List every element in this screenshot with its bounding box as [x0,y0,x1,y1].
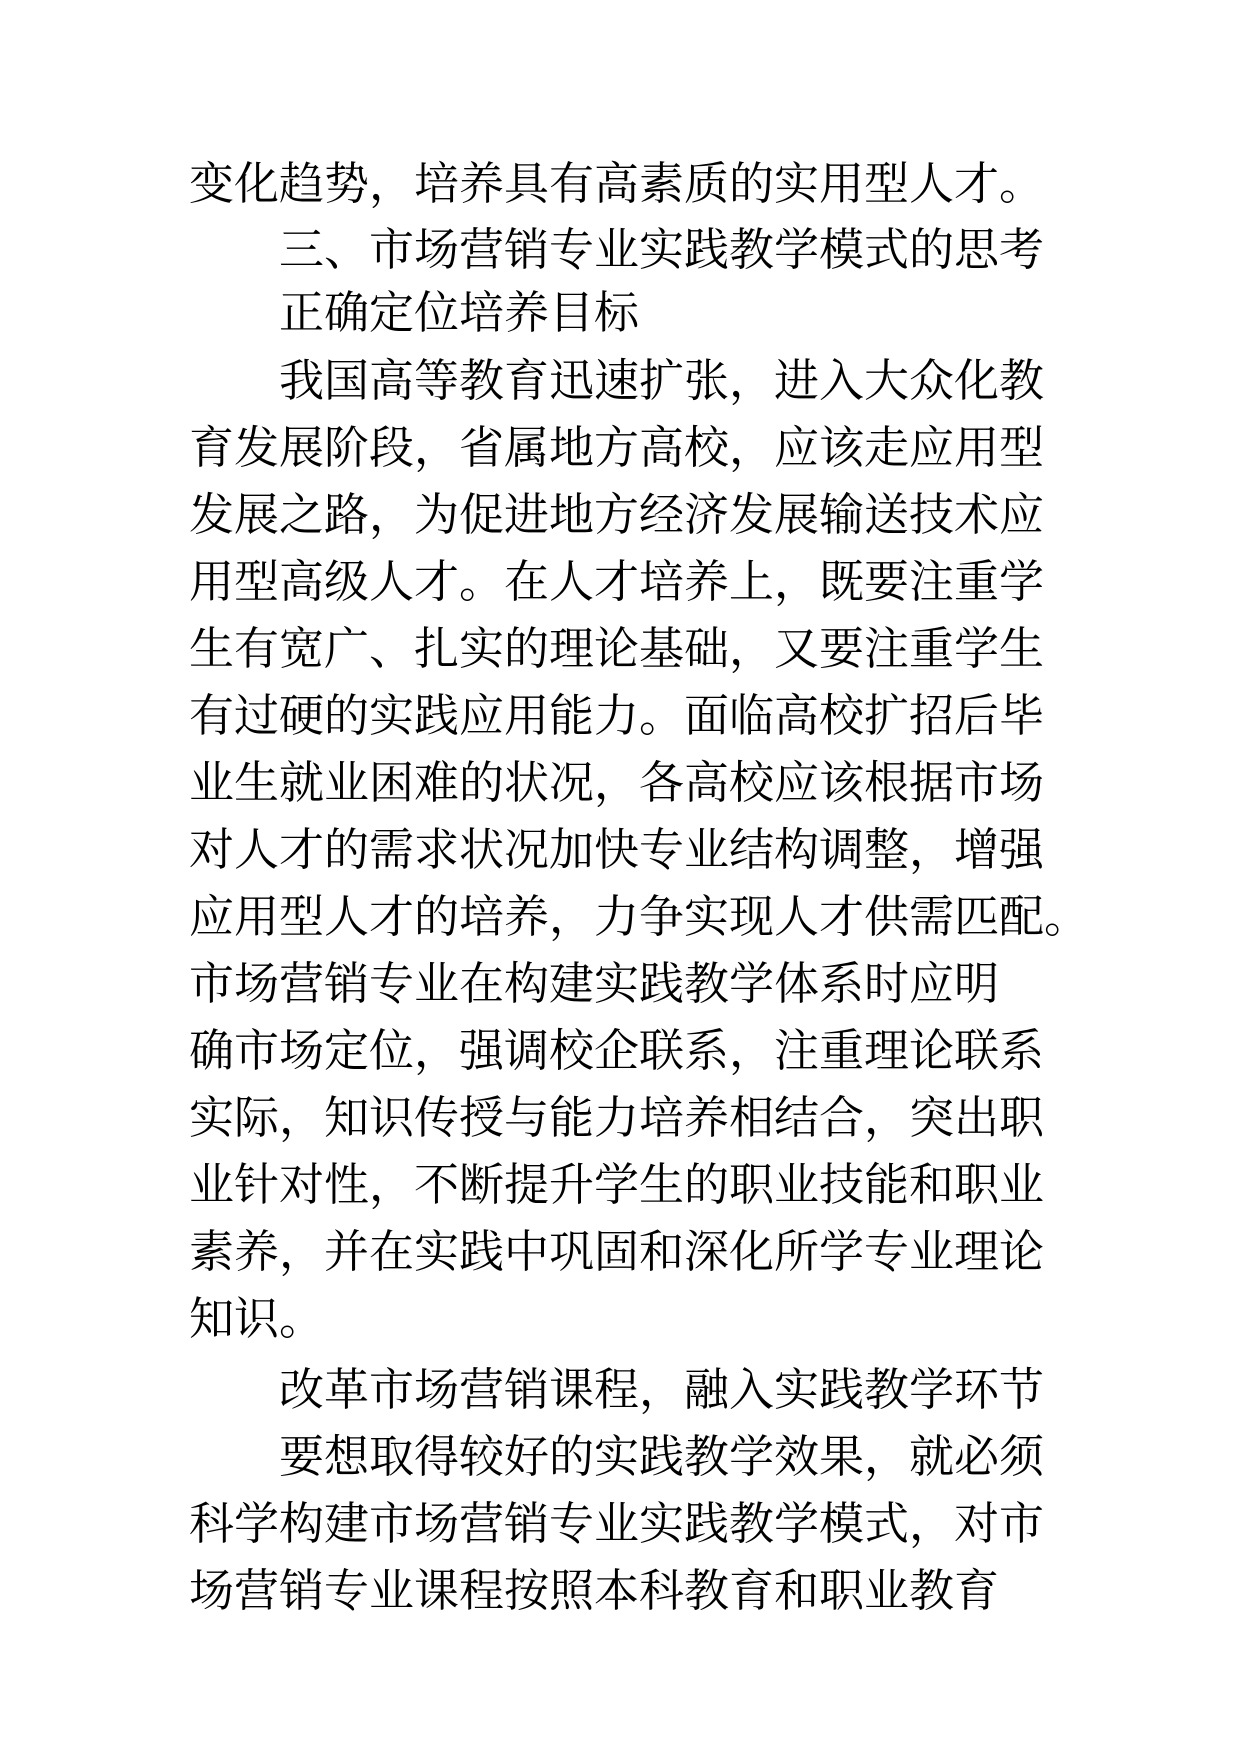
paragraph-1-line-3: 发展之路，为促进地方经济发展输送技术应 [189,488,1045,541]
paragraph-1-line-15: 知识。 [189,1292,325,1345]
paragraph-1-line-4: 用型高级人才。在人才培养上，既要注重学 [189,555,1045,608]
paragraph-1-line-14: 素养，并在实践中巩固和深化所学专业理论 [189,1225,1045,1278]
paragraph-1-line-13: 业针对性，不断提升学生的职业技能和职业 [189,1158,1045,1211]
paragraph-2-line-3: 场营销专业课程按照本科教育和职业教育 [189,1564,1000,1617]
paragraph-1-line-12: 实际，知识传授与能力培养相结合，突出职 [189,1091,1045,1144]
section-heading: 三、市场营销专业实践教学模式的思考 [279,223,1045,276]
subsection-heading-2: 改革市场营销课程，融入实践教学环节 [279,1363,1045,1416]
paragraph-1-line-5: 生有宽广、扎实的理论基础，又要注重学生 [189,622,1045,675]
paragraph-1-line-6: 有过硬的实践应用能力。面临高校扩招后毕 [189,689,1045,742]
subsection-heading-1: 正确定位培养目标 [279,286,640,339]
paragraph-2-line-2: 科学构建市场营销专业实践教学模式，对市 [189,1497,1045,1550]
paragraph-1-line-10: 市场营销专业在构建实践教学体系时应明 [189,957,1000,1010]
paragraph-1-line-1: 我国高等教育迅速扩张，进入大众化教 [279,354,1045,407]
text-line-1: 变化趋势，培养具有高素质的实用型人才。 [189,157,1045,210]
paragraph-1-line-9: 应用型人才的培养，力争实现人才供需匹配。 [189,890,1090,943]
paragraph-1-line-7: 业生就业困难的状况，各高校应该根据市场 [189,756,1045,809]
paragraph-2-line-1: 要想取得较好的实践教学效果，就必须 [279,1430,1045,1483]
paragraph-1-line-11: 确市场定位，强调校企联系，注重理论联系 [189,1024,1045,1077]
paragraph-1-line-8: 对人才的需求状况加快专业结构调整，增强 [189,823,1045,876]
paragraph-1-line-2: 育发展阶段，省属地方高校，应该走应用型 [189,421,1045,474]
